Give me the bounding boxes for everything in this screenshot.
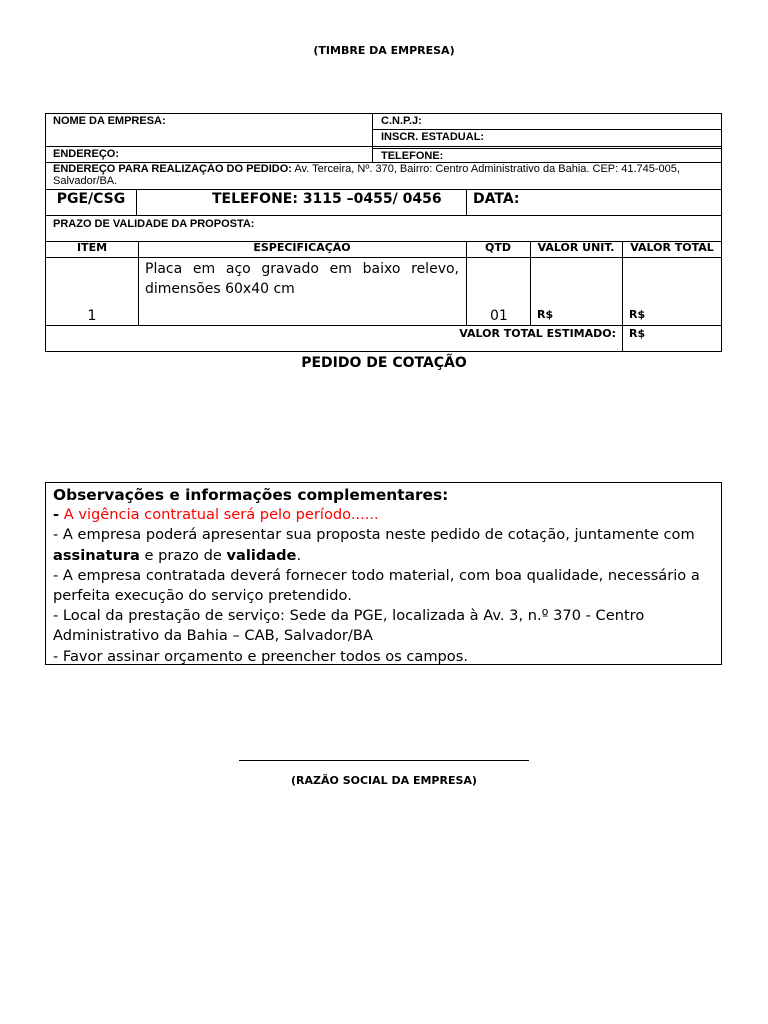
observation-emphasis: validade (226, 546, 297, 564)
divider (372, 129, 722, 130)
row-unit-value: R$ (537, 308, 554, 321)
observation-emphasis: assinatura (53, 546, 140, 564)
col-header-unit: VALOR UNIT. (537, 241, 615, 254)
delivery-address-value: Av. Terceira, Nº. 370, Bairro: Centro Administrativo da Bahia. CEP: 41.745-005, Salvador/BA. (53, 163, 680, 187)
signature-label: (RAZÃO SOCIAL DA EMPRESA) (291, 774, 477, 787)
col-header-total: VALOR TOTAL (630, 241, 714, 254)
observation-text: . (296, 546, 302, 564)
total-estimated-value: R$ (629, 327, 646, 340)
bullet-mark: - (53, 506, 60, 524)
phone-label: TELEFONE: (381, 150, 444, 162)
signature-line (239, 760, 529, 761)
delivery-address (53, 163, 713, 187)
row-qtd: 01 (490, 308, 508, 324)
observation-location: - Local da prestação de serviço: Sede da PGE, localizada à Av. 3, n.º 370 - Centro Administrativo da Bahia – CAB, Salvador/BA (53, 607, 645, 645)
company-name-label: NOME DA EMPRESA: (53, 115, 166, 127)
divider (46, 257, 722, 258)
row-spec: Placa em aço gravado em baixo relevo, dimensões 60x40 cm (145, 261, 459, 297)
address-label: ENDEREÇO: (53, 148, 120, 160)
date-label: DATA: (473, 191, 520, 207)
quotation-form (45, 113, 722, 352)
delivery-address-label: ENDEREÇO PARA REALIZAÇÃO DO PEDIDO: (53, 163, 292, 175)
divider (46, 325, 722, 326)
validity-note: A vigência contratual será pelo período...... (63, 506, 379, 524)
cnpj-label: C.N.P.J: (381, 115, 422, 127)
row-total-value: R$ (629, 308, 646, 321)
divider (136, 189, 137, 215)
observation-text: - A empresa poderá apresentar sua proposta neste pedido de cotação, juntamente com (53, 526, 695, 544)
divider (46, 189, 722, 190)
state-registration-label: INSCR. ESTADUAL: (381, 131, 485, 143)
page-title: PEDIDO DE COTAÇÃO (301, 355, 467, 371)
col-header-item: ITEM (76, 241, 108, 254)
org-phone: TELEFONE: 3115 –0455/ 0456 (212, 191, 442, 207)
divider (46, 146, 722, 147)
org-code: PGE/CSG (56, 191, 126, 207)
divider (372, 148, 722, 149)
observation-material: - A empresa contratada deverá fornecer todo material, com boa qualidade, necessário a perfeita execução do serviço pretendido. (53, 566, 700, 605)
divider (622, 241, 623, 352)
col-header-qtd: QTD (485, 241, 511, 254)
observation-text: e prazo de (144, 546, 222, 564)
divider (46, 215, 722, 216)
letterhead-placeholder: (TIMBRE DA EMPRESA) (313, 44, 455, 57)
total-estimated-label: VALOR TOTAL ESTIMADO: (459, 327, 616, 340)
divider (466, 189, 467, 215)
observation-sign: - Favor assinar orçamento e preencher todos os campos. (53, 647, 468, 665)
observation-validity (53, 505, 714, 525)
row-item: 1 (87, 308, 97, 324)
observations-box (45, 482, 722, 665)
validity-label: PRAZO DE VALIDADE DA PROPOSTA: (53, 218, 255, 230)
observations-heading: Observações e informações complementares: (53, 486, 449, 504)
col-header-spec: ESPECIFICAÇÃO (253, 241, 351, 254)
divider (372, 114, 373, 162)
observation-proposal (53, 525, 714, 565)
